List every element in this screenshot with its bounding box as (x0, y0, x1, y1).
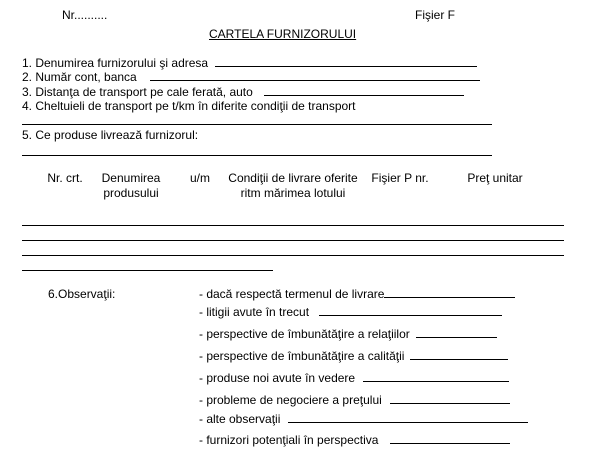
observation-blank[interactable] (384, 288, 515, 298)
table-row-line[interactable] (22, 225, 564, 226)
field-supplier-name-address (22, 57, 477, 69)
observation-item: - dacă respectă termenul de livrare (199, 288, 515, 300)
observation-item: - produse noi avute în vedere (199, 372, 509, 384)
observation-blank[interactable] (416, 328, 497, 338)
col-delivery-terms: Condiţii de livrare oferite ritm mărimea lotului (228, 171, 358, 200)
col-unit: u/m (189, 171, 210, 185)
observation-blank[interactable] (410, 350, 508, 360)
observation-item: - probleme de negociere a preţului (199, 394, 510, 406)
col-unit-price: Preţ unitar (467, 171, 523, 185)
field-account-bank (22, 71, 480, 83)
field-products-delivered: 5. Ce produse livrează furnizorul: (22, 128, 199, 142)
form-title: CARTELA FURNIZORULUI (209, 27, 357, 41)
observation-item: - alte observaţii (199, 413, 528, 425)
field-label: 1. Denumirea furnizorului şi adresa (22, 56, 209, 70)
supplier-name-address-blank[interactable] (215, 57, 477, 67)
field-label: 2. Număr cont, banca (22, 70, 137, 84)
products-delivered-blank[interactable] (22, 155, 492, 156)
col-product-name: Denumirea produsului (101, 171, 161, 200)
observation-blank[interactable] (390, 434, 510, 444)
table-row-line[interactable] (22, 270, 273, 271)
observation-blank[interactable] (319, 306, 502, 316)
field-transport-costs: 4. Cheltuieli de transport pe t/km în diferite condiţii de transport (22, 99, 356, 113)
file-label: Fişier F (415, 8, 455, 22)
field-label: 3. Distanţa de transport pe cale ferată, auto (22, 85, 253, 99)
transport-costs-blank[interactable] (22, 124, 492, 125)
col-nr-crt: Nr. crt. (47, 171, 83, 185)
table-row-line[interactable] (22, 240, 564, 241)
account-bank-blank[interactable] (150, 71, 480, 81)
observation-item: - furnizori potenţiali în perspectiva (199, 434, 510, 446)
col-file-nr: Fişier P nr. (371, 171, 429, 185)
table-row-line[interactable] (22, 255, 564, 256)
observation-item: - litigii avute în trecut (199, 306, 502, 318)
observation-item: - perspective de îmbunătăţire a calităţii (199, 350, 508, 362)
nr-label: Nr.......... (62, 8, 108, 22)
observation-blank[interactable] (288, 413, 528, 423)
field-transport-distance (22, 86, 464, 98)
transport-distance-blank[interactable] (264, 86, 464, 96)
observation-item: - perspective de îmbunătăţire a relaţiilor (199, 328, 497, 340)
observation-blank[interactable] (363, 372, 509, 382)
observation-blank[interactable] (390, 394, 510, 404)
observations-label: 6.Observaţii: (48, 287, 116, 301)
